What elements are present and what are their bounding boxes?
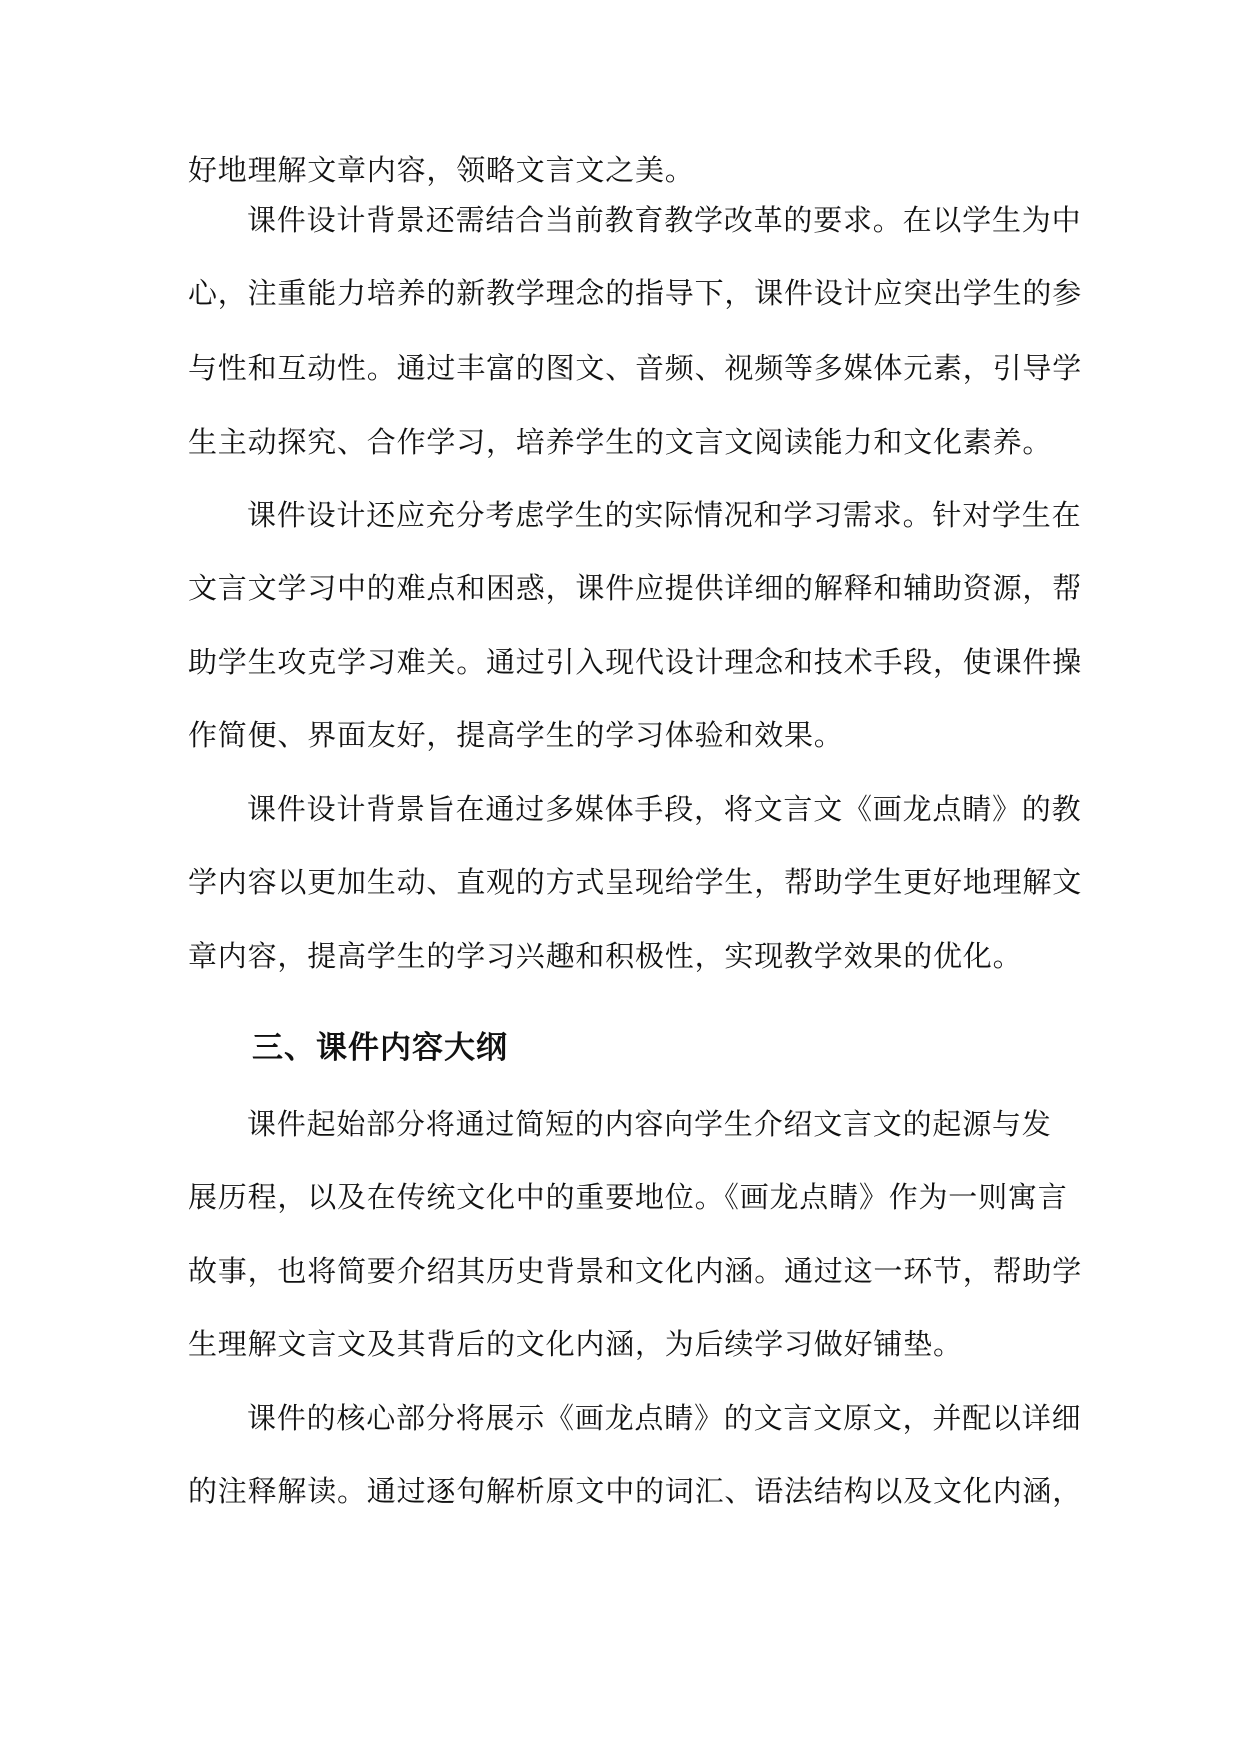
paragraph-line: 学内容以更加生动、直观的方式呈现给学生，帮助学生更好地理解文 [188,865,1083,899]
paragraph-line: 展历程，以及在传统文化中的重要地位。《画龙点睛》作为一则寓言 [188,1180,1068,1214]
paragraph-line: 课件设计背景还需结合当前教育教学改革的要求。在以学生为中 [247,203,1082,237]
paragraph-line: 章内容，提高学生的学习兴趣和积极性，实现教学效果的优化。 [188,939,1023,973]
paragraph-line: 故事，也将简要介绍其历史背景和文化内涵。通过这一环节，帮助学 [188,1254,1083,1288]
paragraph-line: 心，注重能力培养的新教学理念的指导下，课件设计应突出学生的参 [188,276,1083,310]
paragraph-line: 作简便、界面友好，提高学生的学习体验和效果。 [188,718,844,752]
paragraph-line: 生主动探究、合作学习，培养学生的文言文阅读能力和文化素养。 [188,425,1053,459]
paragraph-line: 课件起始部分将通过简短的内容向学生介绍文言文的起源与发 [247,1107,1052,1141]
paragraph-line: 生理解文言文及其背后的文化内涵，为后续学习做好铺垫。 [188,1327,963,1361]
paragraph-line: 与性和互动性。通过丰富的图文、音频、视频等多媒体元素，引导学 [188,351,1083,385]
paragraph-line: 助学生攻克学习难关。通过引入现代设计理念和技术手段，使课件操 [188,645,1083,679]
paragraph-line: 的注释解读。通过逐句解析原文中的词汇、语法结构以及文化内涵， [188,1474,1083,1508]
paragraph-line: 课件的核心部分将展示《画龙点睛》的文言文原文，并配以详细 [247,1401,1082,1435]
paragraph-line: 课件设计背景旨在通过多媒体手段，将文言文《画龙点睛》的教 [247,792,1082,826]
paragraph-line: 课件设计还应充分考虑学生的实际情况和学习需求。针对学生在 [247,498,1082,532]
paragraph-line: 文言文学习中的难点和困惑，课件应提供详细的解释和辅助资源，帮 [188,571,1083,605]
paragraph-line: 好地理解文章内容，领略文言文之美。 [188,153,695,187]
section-heading: 三、课件内容大纲 [252,1030,508,1066]
